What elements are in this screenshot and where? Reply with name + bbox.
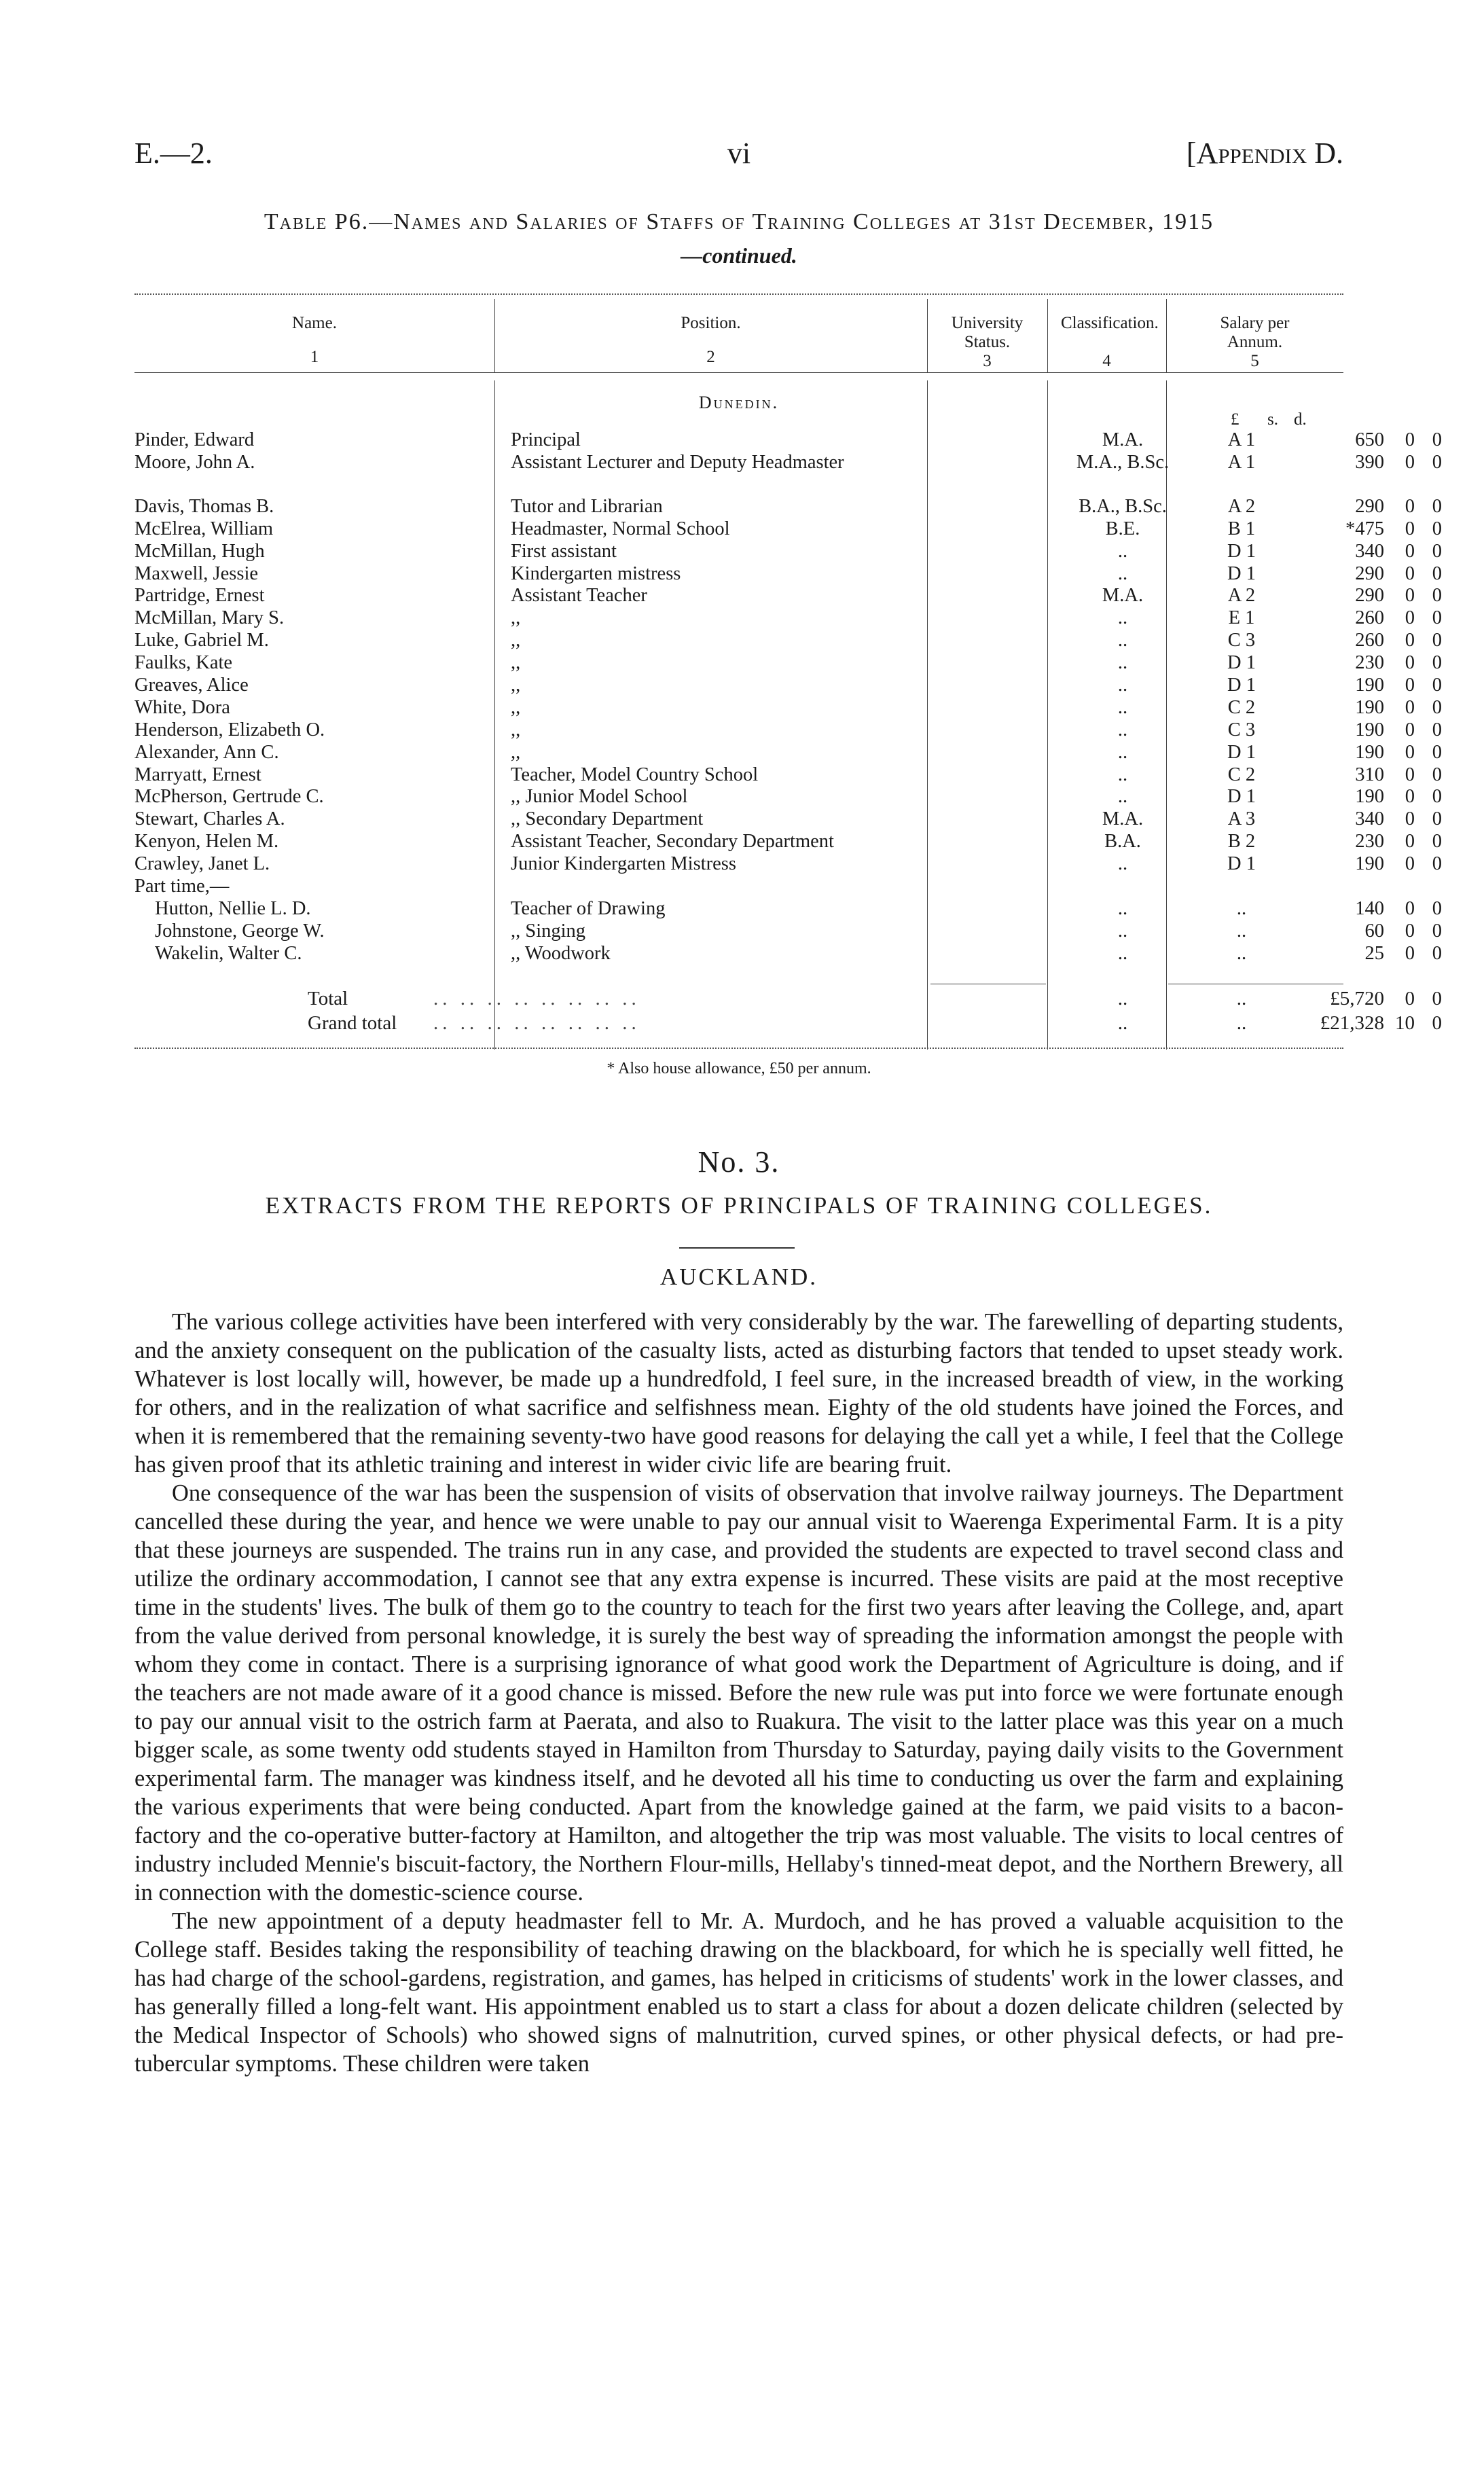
salary-pence: 0 [1432, 675, 1442, 696]
salary-shillings: 0 [1405, 675, 1415, 696]
staff-position: ,, [511, 675, 521, 696]
section-divider [679, 1247, 795, 1249]
classification: A 2 [1227, 585, 1256, 607]
staff-position: ,, Secondary Department [511, 808, 704, 830]
classification: C 3 [1227, 719, 1256, 740]
running-head [134, 136, 1343, 183]
staff-position: ,, Singing [511, 920, 586, 942]
salary-shillings: 0 [1405, 808, 1415, 830]
grand-total-amount: £21,328 [1320, 1012, 1384, 1034]
salary-shillings: 0 [1405, 652, 1415, 674]
staff-position: Kindergarten mistress [511, 562, 681, 584]
staff-position: Principal [511, 429, 581, 450]
staff-position: ,, [511, 696, 521, 718]
table-row [134, 675, 1442, 697]
salary-pence: 0 [1432, 429, 1442, 450]
salary-pence: 0 [1432, 764, 1442, 785]
salary-shillings: 0 [1405, 607, 1415, 629]
salary-pounds: 190 [1355, 786, 1384, 808]
classification: E 1 [1228, 607, 1255, 629]
salary-pence: 0 [1432, 719, 1442, 740]
salary-pence: 0 [1432, 562, 1442, 584]
staff-name: Wakelin, Walter C. [155, 942, 302, 964]
table-row [134, 607, 1442, 630]
salary-shillings: 0 [1405, 853, 1415, 875]
classification: A 3 [1227, 808, 1256, 830]
table-row [134, 831, 1442, 853]
salary-pounds: 290 [1355, 495, 1384, 517]
subsection-title: AUCKLAND. [659, 1264, 818, 1290]
table-row [134, 786, 1442, 808]
university-status: .. [1117, 897, 1128, 919]
column-header-classification: Classification. 4 [1061, 314, 1159, 370]
table-row [134, 853, 1442, 876]
salary-shillings: 0 [1405, 518, 1415, 539]
classification: .. [1236, 942, 1247, 964]
staff-name: Partridge, Ernest [134, 585, 265, 607]
table-row [134, 585, 1442, 607]
paragraph: The new appointment of a deputy headmaster fell to Mr. A. Murdoch, and he has proved a valuable acquisition to the College staff. Besides taking the responsibility of teaching drawing on the blackboard, for which he is specially well fitted, he has had charge of the school-gardens, registration, and games, has helped in criticisms of students' work in the lower classes, and has generally filled a long-felt want. His appointment enabled us to start a class for about a dozen delicate children (selected by the Medical Inspector of Schools) who showed signs of malnutrition, curved spines, or other physical defects, or had pre-tubercular symptoms. These children were taken [134, 1908, 1343, 2077]
university-status: M.A. [1102, 585, 1144, 607]
salary-pounds: 390 [1355, 451, 1384, 473]
report-code: E.—2. [134, 137, 213, 170]
classification: D 1 [1227, 741, 1256, 763]
table-title-continued: —continued. [681, 243, 797, 268]
salary-pence: 0 [1432, 540, 1442, 562]
page-number: vi [727, 137, 751, 170]
staff-position: ,, [511, 652, 521, 674]
salary-pence: 0 [1432, 607, 1442, 629]
grand-total-label: Grand total [308, 1012, 397, 1034]
salary-pence: 0 [1432, 920, 1442, 942]
salary-shillings: 0 [1405, 719, 1415, 740]
staff-name: Johnstone, George W. [155, 920, 325, 942]
salary-shillings: 0 [1405, 831, 1415, 853]
salary-shillings: 0 [1405, 585, 1415, 607]
staff-position: ,, Woodwork [511, 942, 611, 964]
salary-pounds: 190 [1355, 719, 1384, 740]
salary-pounds: 190 [1355, 675, 1384, 696]
table-row [134, 741, 1442, 764]
classification: .. [1236, 897, 1247, 919]
classification: D 1 [1227, 652, 1256, 674]
salary-pence: 0 [1432, 495, 1442, 517]
table-row [134, 495, 1442, 518]
staff-name: McPherson, Gertrude C. [134, 786, 324, 808]
table-top-rule [134, 293, 1343, 295]
salary-pounds: 230 [1355, 831, 1384, 853]
salary-pounds: 290 [1355, 562, 1384, 584]
classification: D 1 [1227, 786, 1256, 808]
salary-pounds: 260 [1355, 630, 1384, 651]
staff-name: Faulks, Kate [134, 652, 233, 674]
university-status: .. [1117, 764, 1128, 785]
salary-shillings: 0 [1405, 630, 1415, 651]
classification: C 2 [1227, 696, 1256, 718]
pounds-unit: £ [1231, 410, 1239, 429]
staff-name: McElrea, William [134, 518, 274, 539]
total-row: Total .. .. .. .. .. .. .. .. .. .. £5,720 0 0 [308, 988, 1442, 1009]
classification: C 2 [1227, 764, 1256, 785]
classification: .. [1236, 920, 1247, 942]
salary-pounds: 340 [1355, 540, 1384, 562]
staff-name: Henderson, Elizabeth O. [134, 719, 325, 740]
university-status: .. [1117, 786, 1128, 808]
table-row [134, 897, 1442, 920]
classification: D 1 [1227, 540, 1256, 562]
staff-position: ,, Junior Model School [511, 786, 688, 808]
salary-pence: 0 [1432, 786, 1442, 808]
table-row [134, 920, 1442, 943]
salary-pounds: 190 [1355, 853, 1384, 875]
salary-shillings: 0 [1405, 451, 1415, 473]
staff-name: Pinder, Edward [134, 429, 255, 450]
paragraph: One consequence of the war has been the suspension of visits of observation that involve railway journeys. The Department cancelled these during the year, and hence we were unable to pay our annual visit to Waerenga Experimental Farm. It is a pity that these journeys are suspended. The trains run in any case, and provided the students are expected to travel second class and utilize the ordinary accommodation, I cannot see that any extra expense is incurred. These visits are paid at the most receptive time in the students' lives. The bulk of them go to the country to teach for the first two years after leaving the College, and, apart from the value derived from personal knowledge, it is surely the best way of spreading the information amongst the people with whom they come in contact. There is a surprising ignorance of what good work the Department of Agriculture is doing, and if the teachers are not made aware of it a good chance is missed. Before the new rule was put into force we were fortunate enough to pay our annual visit to the ostrich farm at Paerata, and also to Ruakura. The visit to the latter place was this year on a much bigger scale, as some twenty odd students stayed in Hamilton from Thursday to Saturday, paying daily visits to the Government experimental farm. The manager was kindness itself, and he devoted all his time to conducting us over the farm and explaining the various experiments that were being conducted. Apart from the knowledge gained at the farm, we paid visits to a bacon-factory and the co-operative butter-factory at Hamilton, and altogether the trip was most valuable. The visits to local centres of industry included Mennie's biscuit-factory, the Northern Flour-mills, Hellaby's tinned-meat depot, and the Northern Brewery, all in connection with the domestic-science course. [134, 1480, 1343, 1905]
staff-name: Hutton, Nellie L. D. [155, 897, 311, 919]
salary-pence: 0 [1432, 696, 1442, 718]
staff-name: McMillan, Hugh [134, 540, 265, 562]
staff-name: Maxwell, Jessie [134, 562, 259, 584]
table-row [134, 942, 1442, 965]
staff-name: Stewart, Charles A. [134, 808, 285, 830]
table-row [134, 696, 1442, 719]
salary-pence: 0 [1432, 652, 1442, 674]
salary-pence: 0 [1432, 808, 1442, 830]
pence-unit: d. [1294, 410, 1307, 429]
classification: D 1 [1227, 562, 1256, 584]
table-footnote: * Also house allowance, £50 per annum. [607, 1060, 871, 1077]
section-title: EXTRACTS FROM THE REPORTS OF PRINCIPALS OF TRAINING COLLEGES. [265, 1192, 1213, 1219]
staff-name: Marryatt, Ernest [134, 764, 261, 785]
table-title: Table P6.—Names and Salaries of Staffs of Training Colleges at 31st December, 1915 [264, 209, 1214, 234]
university-status: .. [1117, 942, 1128, 964]
salary-shillings: 0 [1405, 429, 1415, 450]
salary-pounds: 340 [1355, 808, 1384, 830]
column-header-salary: Salary per Annum. 5 [1220, 314, 1290, 370]
classification: A 2 [1227, 495, 1256, 517]
staff-position: First assistant [511, 540, 617, 562]
salary-pounds: 25 [1364, 942, 1384, 964]
staff-name: McMillan, Mary S. [134, 607, 285, 629]
university-status: .. [1117, 741, 1128, 763]
staff-position: Teacher, Model Country School [511, 764, 759, 785]
salary-pence: 0 [1432, 451, 1442, 473]
section-number: No. 3. [698, 1145, 780, 1179]
grand-total-row: Grand total .. .. .. .. .. .. .. .. .. .. £21,328 10 0 [308, 1012, 1442, 1034]
total-amount: £5,720 [1330, 988, 1384, 1009]
table-row [134, 808, 1442, 831]
university-status: B.E. [1105, 518, 1140, 539]
salary-pounds: 190 [1355, 741, 1384, 763]
salary-shillings: 0 [1405, 897, 1415, 919]
shillings-unit: s. [1267, 410, 1278, 429]
staff-table [134, 429, 1442, 965]
salary-shillings: 0 [1405, 696, 1415, 718]
column-header-status: University Status. 3 [951, 314, 1024, 370]
staff-position: Assistant Lecturer and Deputy Headmaster [511, 451, 844, 473]
salary-pence: 0 [1432, 518, 1442, 539]
table-row [134, 451, 1442, 496]
staff-name: White, Dora [134, 696, 230, 718]
university-status: .. [1117, 652, 1128, 674]
table-row [134, 630, 1442, 652]
classification: D 1 [1227, 853, 1256, 875]
column-header-position: Position. 2 [681, 314, 741, 366]
salary-pence: 0 [1432, 897, 1442, 919]
salary-pence: 0 [1432, 741, 1442, 763]
university-status: M.A., B.Sc. [1076, 451, 1170, 473]
staff-position: Assistant Teacher, Secondary Department [511, 831, 834, 853]
column-header-name: Name. 1 [292, 314, 337, 366]
university-status: .. [1117, 853, 1128, 875]
university-status: .. [1117, 607, 1128, 629]
salary-pounds: 60 [1364, 920, 1384, 942]
staff-name: Crawley, Janet L. [134, 853, 270, 875]
university-status: .. [1117, 696, 1128, 718]
part-time-label [134, 876, 1343, 898]
salary-shillings: 0 [1405, 786, 1415, 808]
salary-pence: 0 [1432, 831, 1442, 853]
salary-pounds: 190 [1355, 696, 1384, 718]
salary-shillings: 0 [1405, 540, 1415, 562]
staff-position: Teacher of Drawing [511, 897, 666, 919]
table-bottom-rule [134, 1048, 1343, 1049]
table-row [134, 518, 1442, 541]
classification: B 2 [1227, 831, 1256, 853]
staff-name: Greaves, Alice [134, 675, 249, 696]
table-row [134, 540, 1442, 563]
university-status: B.A. [1104, 831, 1141, 853]
salary-pounds: 260 [1355, 607, 1384, 629]
staff-position: Tutor and Librarian [511, 495, 663, 517]
table-row [134, 764, 1442, 787]
staff-position: ,, [511, 630, 521, 651]
university-status: .. [1117, 540, 1128, 562]
section-dunedin: Dunedin. [698, 393, 780, 412]
salary-shillings: 0 [1405, 741, 1415, 763]
salary-shillings: 0 [1405, 942, 1415, 964]
university-status: .. [1117, 719, 1128, 740]
university-status: .. [1117, 630, 1128, 651]
classification: D 1 [1227, 675, 1256, 696]
staff-position: Headmaster, Normal School [511, 518, 730, 539]
staff-position: ,, [511, 741, 521, 763]
salary-shillings: 0 [1405, 562, 1415, 584]
total-label: Total [308, 988, 348, 1009]
report-body [134, 1308, 1343, 2078]
staff-name: Davis, Thomas B. [134, 495, 274, 517]
salary-pence: 0 [1432, 630, 1442, 651]
table-row [134, 429, 1442, 452]
staff-position: Assistant Teacher [511, 585, 647, 607]
university-status: M.A. [1102, 429, 1144, 450]
staff-name: Alexander, Ann C. [134, 741, 279, 763]
salary-shillings: 0 [1405, 495, 1415, 517]
salary-pounds: 650 [1355, 429, 1384, 450]
staff-position: Junior Kindergarten Mistress [511, 853, 736, 875]
university-status: M.A. [1102, 808, 1144, 830]
staff-name: Luke, Gabriel M. [134, 630, 269, 651]
salary-pounds: *475 [1345, 518, 1384, 539]
salary-pounds: 230 [1355, 652, 1384, 674]
salary-shillings: 0 [1405, 920, 1415, 942]
table-row [134, 562, 1442, 586]
staff-position: ,, [511, 607, 521, 629]
part-time-heading: Part time,— [134, 876, 230, 897]
header-bottom-rule [134, 372, 1343, 373]
classification: A 1 [1227, 429, 1256, 450]
totals [134, 986, 1442, 1035]
appendix-label: [Appendix D. [1186, 137, 1343, 170]
salary-pence: 0 [1432, 942, 1442, 964]
university-status: .. [1117, 675, 1128, 696]
paragraph: The various college activities have been interfered with very considerably by the war. The farewelling of departing students, and the anxiety consequent on the publication of the casualty lists, acted as disturbing factors that tended to upset steady work. Whatever is lost locally will, however, be made up a hundredfold, I feel sure, in the increased breadth of view, in the working for others, and in the realization of what sacrifice and selfishness mean. Eighty of the old students have joined the Forces, and when it is remembered that the remaining seventy-two have good reasons for delaying the call yet a while, I feel that the College has given proof that its athletic training and interest in wider civic life are bearing fruit. [134, 1309, 1343, 1478]
salary-pounds: 310 [1355, 764, 1384, 785]
table-row [134, 652, 1442, 675]
salary-pounds: 140 [1355, 897, 1384, 919]
salary-pounds: 290 [1355, 585, 1384, 607]
salary-pence: 0 [1432, 853, 1442, 875]
staff-name: Kenyon, Helen M. [134, 831, 279, 853]
university-status: B.A., B.Sc. [1079, 495, 1167, 517]
classification: A 1 [1227, 451, 1256, 473]
salary-shillings: 0 [1405, 764, 1415, 785]
university-status: .. [1117, 920, 1128, 942]
classification: C 3 [1227, 630, 1256, 651]
classification: B 1 [1227, 518, 1256, 539]
table-row [134, 719, 1442, 742]
staff-position: ,, [511, 719, 521, 740]
salary-pence: 0 [1432, 585, 1442, 607]
staff-name: Moore, John A. [134, 451, 255, 473]
university-status: .. [1117, 562, 1128, 584]
